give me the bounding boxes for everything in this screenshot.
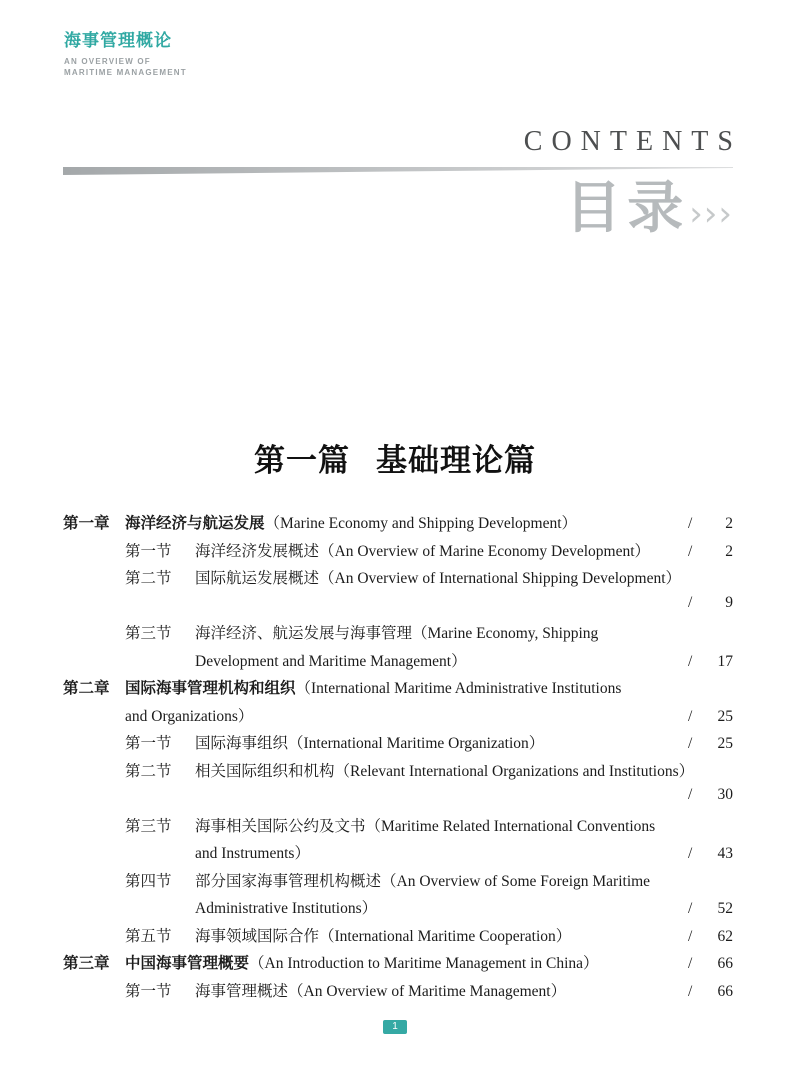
page-slash: / — [688, 542, 693, 560]
toc-row-section — [63, 924, 733, 952]
toc-row-section — [63, 539, 733, 567]
page-slash: / — [688, 593, 693, 611]
entry-title-continuation: Administrative Institutions） — [195, 900, 378, 917]
toc-row-section — [63, 731, 733, 759]
entry-title-continuation: Development and Maritime Management） — [195, 652, 467, 670]
toc-row-section — [63, 566, 733, 594]
toc-row-section — [63, 979, 733, 1007]
chapter-number: 第一章 — [63, 515, 110, 532]
part-label: 第一篇 — [254, 443, 350, 478]
section-number: 第一节 — [125, 542, 172, 560]
page-number: 17 — [717, 652, 733, 670]
entry-title-en: （International Maritime Administrative Institutions — [295, 680, 622, 697]
page-number-badge: 1 — [383, 1020, 407, 1034]
page-number: 62 — [717, 927, 733, 945]
entry-title-zh: 海洋经济、航运发展与海事管理 — [195, 625, 413, 642]
toc-row-section — [63, 814, 733, 842]
toc-row-page-only — [63, 594, 733, 622]
entry-title-continuation: and Organizations） — [125, 707, 254, 725]
toc-row-continuation — [63, 896, 733, 924]
entry-title-en: （Maritime Related International Conventions — [365, 817, 656, 835]
page-number: 52 — [717, 900, 733, 917]
entry-title-en: （Marine Economy and Shipping Development） — [264, 515, 578, 532]
entry-title-en: （An Overview of Marine Economy Development） — [319, 542, 651, 560]
toc-row-chapter — [63, 951, 733, 979]
page-slash: / — [688, 982, 693, 1000]
entry-title-en: （An Overview of Some Foreign Maritime — [381, 872, 651, 890]
page-number: 66 — [717, 955, 733, 972]
section-number: 第三节 — [125, 625, 172, 642]
entry-title-zh: 国际海事管理机构和组织 — [125, 680, 296, 697]
page-number: 2 — [725, 542, 733, 560]
contents-title-chinese: 目录 — [565, 176, 690, 239]
book-subtitle-line2: MARITIME MANAGEMENT — [64, 68, 187, 77]
entry-title-zh: 海事相关国际公约及文书 — [195, 817, 366, 835]
part-name: 基础理论篇 — [376, 443, 536, 478]
entry-title-zh: 国际海事组织 — [195, 735, 289, 752]
page-number: 43 — [717, 845, 733, 862]
page-number: 25 — [717, 707, 733, 725]
entry-title-en: （An Overview of International Shipping Development） — [319, 570, 682, 587]
toc-row-continuation — [63, 649, 733, 677]
entry-title-en: （Relevant International Organizations and Institutions） — [334, 762, 695, 780]
entry-title-en: （International Maritime Organization） — [288, 735, 545, 752]
page-slash: / — [688, 652, 693, 670]
book-title: 海事管理概论 — [64, 31, 172, 50]
contents-title-english: CONTENTS — [523, 126, 742, 157]
entry-title-en: （Marine Economy, Shipping — [412, 625, 599, 642]
brand-block — [64, 26, 187, 78]
contents-rule-divider — [63, 167, 733, 175]
entry-title-zh: 中国海事管理概要 — [125, 955, 250, 972]
entry-title-zh: 相关国际组织和机构 — [195, 762, 335, 780]
chevrons-right-icon: ››› — [689, 194, 733, 234]
book-subtitle-line1: AN OVERVIEW OF — [64, 57, 151, 66]
toc-row-section — [63, 869, 733, 897]
entry-title-zh: 海事领域国际合作 — [195, 927, 320, 945]
section-number: 第三节 — [125, 817, 172, 835]
section-number: 第二节 — [125, 570, 172, 587]
contents-title-block — [565, 176, 733, 239]
page-slash: / — [688, 515, 693, 532]
page-slash: / — [688, 707, 693, 725]
entry-title-continuation: and Instruments） — [195, 845, 310, 862]
page-number: 25 — [717, 735, 733, 752]
page-number: 66 — [717, 982, 733, 1000]
page-slash: / — [688, 955, 693, 972]
toc-row-page-only — [63, 786, 733, 814]
section-number: 第一节 — [125, 982, 172, 1000]
page-number: 2 — [725, 515, 733, 532]
page-slash: / — [688, 845, 693, 862]
page-number: 30 — [717, 786, 733, 803]
entry-title-zh: 国际航运发展概述 — [195, 570, 320, 587]
entry-title-zh: 海洋经济与航运发展 — [125, 515, 265, 532]
entry-title-zh: 海事管理概述 — [195, 982, 289, 1000]
chapter-number: 第三章 — [63, 955, 110, 972]
page-slash: / — [688, 927, 693, 945]
table-of-contents — [63, 511, 733, 1006]
entry-title-en: （An Overview of Maritime Management） — [288, 982, 567, 1000]
entry-title-zh: 部分国家海事管理机构概述 — [195, 872, 382, 890]
section-number: 第一节 — [125, 735, 172, 752]
page-slash: / — [688, 900, 693, 917]
toc-row-chapter — [63, 511, 733, 539]
toc-row-section — [63, 759, 733, 787]
toc-row-continuation — [63, 704, 733, 732]
toc-row-continuation — [63, 841, 733, 869]
section-number: 第五节 — [125, 927, 172, 945]
page-slash: / — [688, 786, 693, 803]
page-slash: / — [688, 735, 693, 752]
entry-title-zh: 海洋经济发展概述 — [195, 542, 320, 560]
chapter-number: 第二章 — [63, 680, 110, 697]
entry-title-en: （International Maritime Cooperation） — [319, 927, 572, 945]
entry-title-en: （An Introduction to Maritime Management in China） — [249, 955, 599, 972]
toc-row-section — [63, 621, 733, 649]
section-number: 第四节 — [125, 872, 172, 890]
section-number: 第二节 — [125, 762, 172, 780]
part-title — [0, 435, 790, 480]
toc-row-chapter — [63, 676, 733, 704]
page-number: 9 — [725, 593, 733, 611]
